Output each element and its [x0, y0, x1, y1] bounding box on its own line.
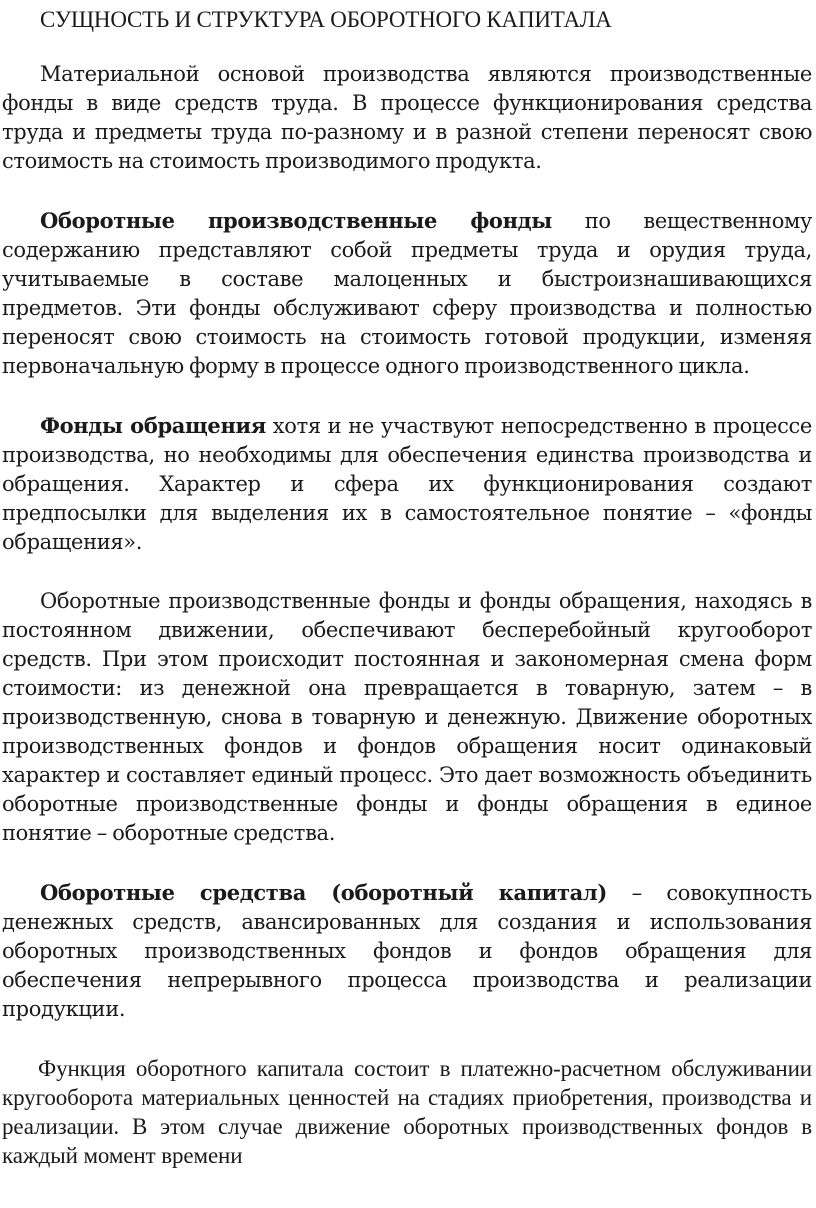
paragraph-working-capital-definition — [2, 878, 812, 1024]
paragraph-working-capital-function — [2, 1054, 812, 1170]
paragraph-material-basis — [2, 60, 812, 176]
term-circulation-funds: Фонды обращения — [40, 413, 266, 438]
term-working-capital: Оборотные средства (оборотный капитал) — [40, 880, 607, 905]
paragraph-text: – совокупность денежных средств, авансированных для создания и использования оборотных производственных фондов и фондов обращения для обеспечения непрерывного процесса производства и реализации продукции. — [2, 881, 812, 1021]
paragraph-circulation-funds — [2, 411, 812, 557]
paragraph-circulation-cycle — [2, 587, 812, 848]
paragraph-text: Материальной основой производства являются производственные фонды в виде средств труда. В процессе функционирования средства труда и предметы труда по-разному и в разной степени переносят свою стоимость на стоимость производимого продукта. — [2, 62, 812, 173]
paragraph-text: хотя и не участвуют непосредственно в процессе производства, но необходимы для обеспечения единства производства и обращения. Характер и сфера их функционирования создают предпосылки для выделения их в самостоятельное понятие – «фонды обращения». — [2, 414, 812, 554]
paragraph-production-funds — [2, 206, 812, 381]
paragraph-text: Функция оборотного капитала состоит в платежно-расчетном обслуживании кругооборота материальных ценностей на стадиях приобретения, производства и реализации. В этом случае движение оборотных производственных фондов в каждый момент времени — [2, 1056, 812, 1168]
paragraph-text: Оборотные производственные фонды и фонды обращения, находясь в постоянном движении, обеспечивают бесперебойный кругооборот средств. При этом происходит постоянная и закономерная смена форм стоимости: из денежной она превращается в товарную, затем – в производственную, снова в товарную и денежную. Движение оборотных производственных фондов и фондов обращения носит одинаковый характер и составляет единый процесс. Это дает возможность объединить оборотные производственные фонды и фонды обращения в единое понятие – оборотные средства. — [2, 589, 812, 845]
term-production-funds: Оборотные производственные фонды — [40, 208, 552, 233]
document-title: СУЩНОСТЬ И СТРУКТУРА ОБОРОТНОГО КАПИТАЛА — [40, 7, 612, 32]
paragraph-text: по вещественному содержанию представляют собой предметы труда и орудия труда, учитываемые в составе малоценных и быстроизнашивающихся предметов. Эти фонды обслуживают сферу производства и полностью переносят свою стоимость на стоимость готовой продукции, изменяя первоначальную форму в процессе одного производственного цикла. — [2, 209, 812, 378]
